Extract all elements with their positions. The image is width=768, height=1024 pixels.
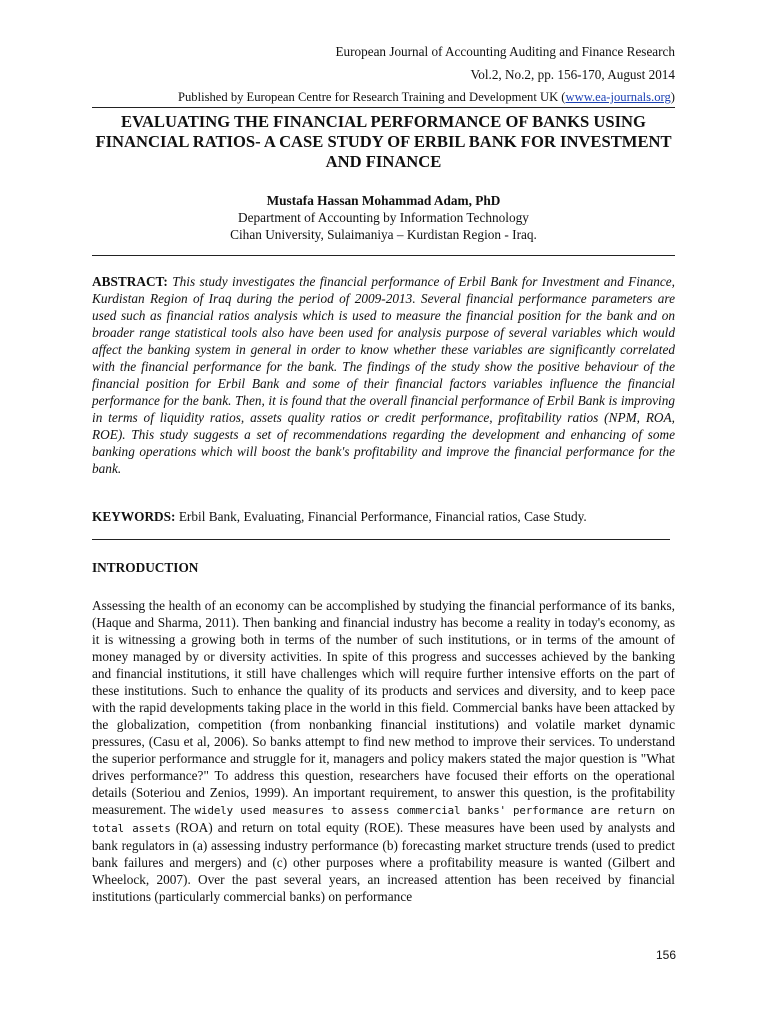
journal-name: European Journal of Accounting Auditing and Finance Research (335, 44, 675, 59)
publisher-suffix: ) (670, 90, 675, 104)
introduction-body (92, 597, 675, 905)
intro-text-after: (ROA) and return on total equity (ROE). These measures have been used by analysts and bank regulators in (a) assessing industry performance (b) forecasting market structure trends (used to predict bank failures and mergers) and (c) other purposes where a profitability measure is wanted (Gilbert and Wheelock, 2007). Over the past several years, an increased attention has been received by financial institutions (particularly commercial banks) on performance (92, 820, 675, 904)
publisher-prefix: Published by European Centre for Research Training and Development UK ( (177, 90, 566, 104)
publisher-link[interactable]: www.ea-journals.org (565, 90, 671, 104)
keywords (92, 508, 675, 525)
intro-text-before: Assessing the health of an economy can be accomplished by studying the financial performance of its banks, (Haque and Sharma, 2011). Then banking and financial industry has become a reality in today's economy, as it is witnessing a growing both in terms of the number of such institutions, or in terms of the amount of money managed by or diversity activities. In spite of this progress and successes achieved by the banking and financial institutions, it still have challenges which will require further intensive efforts on the part of these institutions. Such to enhance the quality of its products and services and diversity, and to keep pace with the rapid developments taking place in the world in this field. Commercial banks have been attacked by the globalization, competition (from nonbanking financial institutions) and volatile market dynamic pressures, (Casu et al, 2006). So banks attempt to find new method to improve their services. To understand the superior performance and struggle for it, managers and policy makers stated the major question is "What drives performance?" To address this question, researchers have focused their efforts on the operational details (Soteriou and Zenios, 1999). An important requirement, to answer this question, is the profitability measurement. The (92, 598, 675, 817)
author-block (92, 192, 675, 243)
volume-info: Vol.2, No.2, pp. 156-170, August 2014 (470, 67, 675, 82)
journal-header (92, 40, 675, 108)
keywords-label: KEYWORDS: (92, 509, 176, 524)
paper-title: EVALUATING THE FINANCIAL PERFORMANCE OF BANKS USING FINANCIAL RATIOS- A CASE STUDY OF ERBIL BANK FOR INVESTMENT AND FINANCE (95, 112, 672, 171)
publisher-line (92, 88, 675, 108)
abstract-text: This study investigates the financial performance of Erbil Bank for Investment and Finance, Kurdistan Region of Iraq during the period of 2009-2013. Several financial performance parameters are used such as financial ratios analysis which is used to measure the financial position for the bank and on broader range statistical tools also have been used for analysis purpose of several variables which would affect the banking system in general in order to know whether these variables are significantly correlated with the financial performance for the bank. The findings of the study show the positive behaviour of the financial position for Erbil Bank and some of their financial factors variables influence the financial performance for the bank. Then, it is found that the overall financial performance of Erbil Bank is improving in terms of liquidity ratios, assets quality ratios or credit performance, profitability ratios (NPM, ROA, ROE). This study suggests a set of recommendations regarding the development and enhancing of some banking operations which will boost the bank's profitability and improve the financial performance for the bank. (92, 274, 675, 476)
introduction-heading: INTRODUCTION (92, 560, 199, 575)
author-affiliation: Cihan University, Sulaimaniya – Kurdistan Region - Iraq. (230, 227, 537, 242)
divider-top (92, 255, 675, 256)
author-name: Mustafa Hassan Mohammad Adam, PhD (266, 193, 501, 208)
page-number: 156 (655, 948, 676, 962)
divider-bottom (92, 539, 670, 540)
keywords-text: Erbil Bank, Evaluating, Financial Performance, Financial ratios, Case Study. (178, 509, 587, 524)
author-department: Department of Accounting by Information Technology (238, 210, 529, 225)
intro-mono-text: widely used measures to assess commercial banks' performance are return on total assets (92, 804, 675, 835)
abstract (92, 273, 675, 477)
abstract-label: ABSTRACT: (92, 274, 168, 289)
